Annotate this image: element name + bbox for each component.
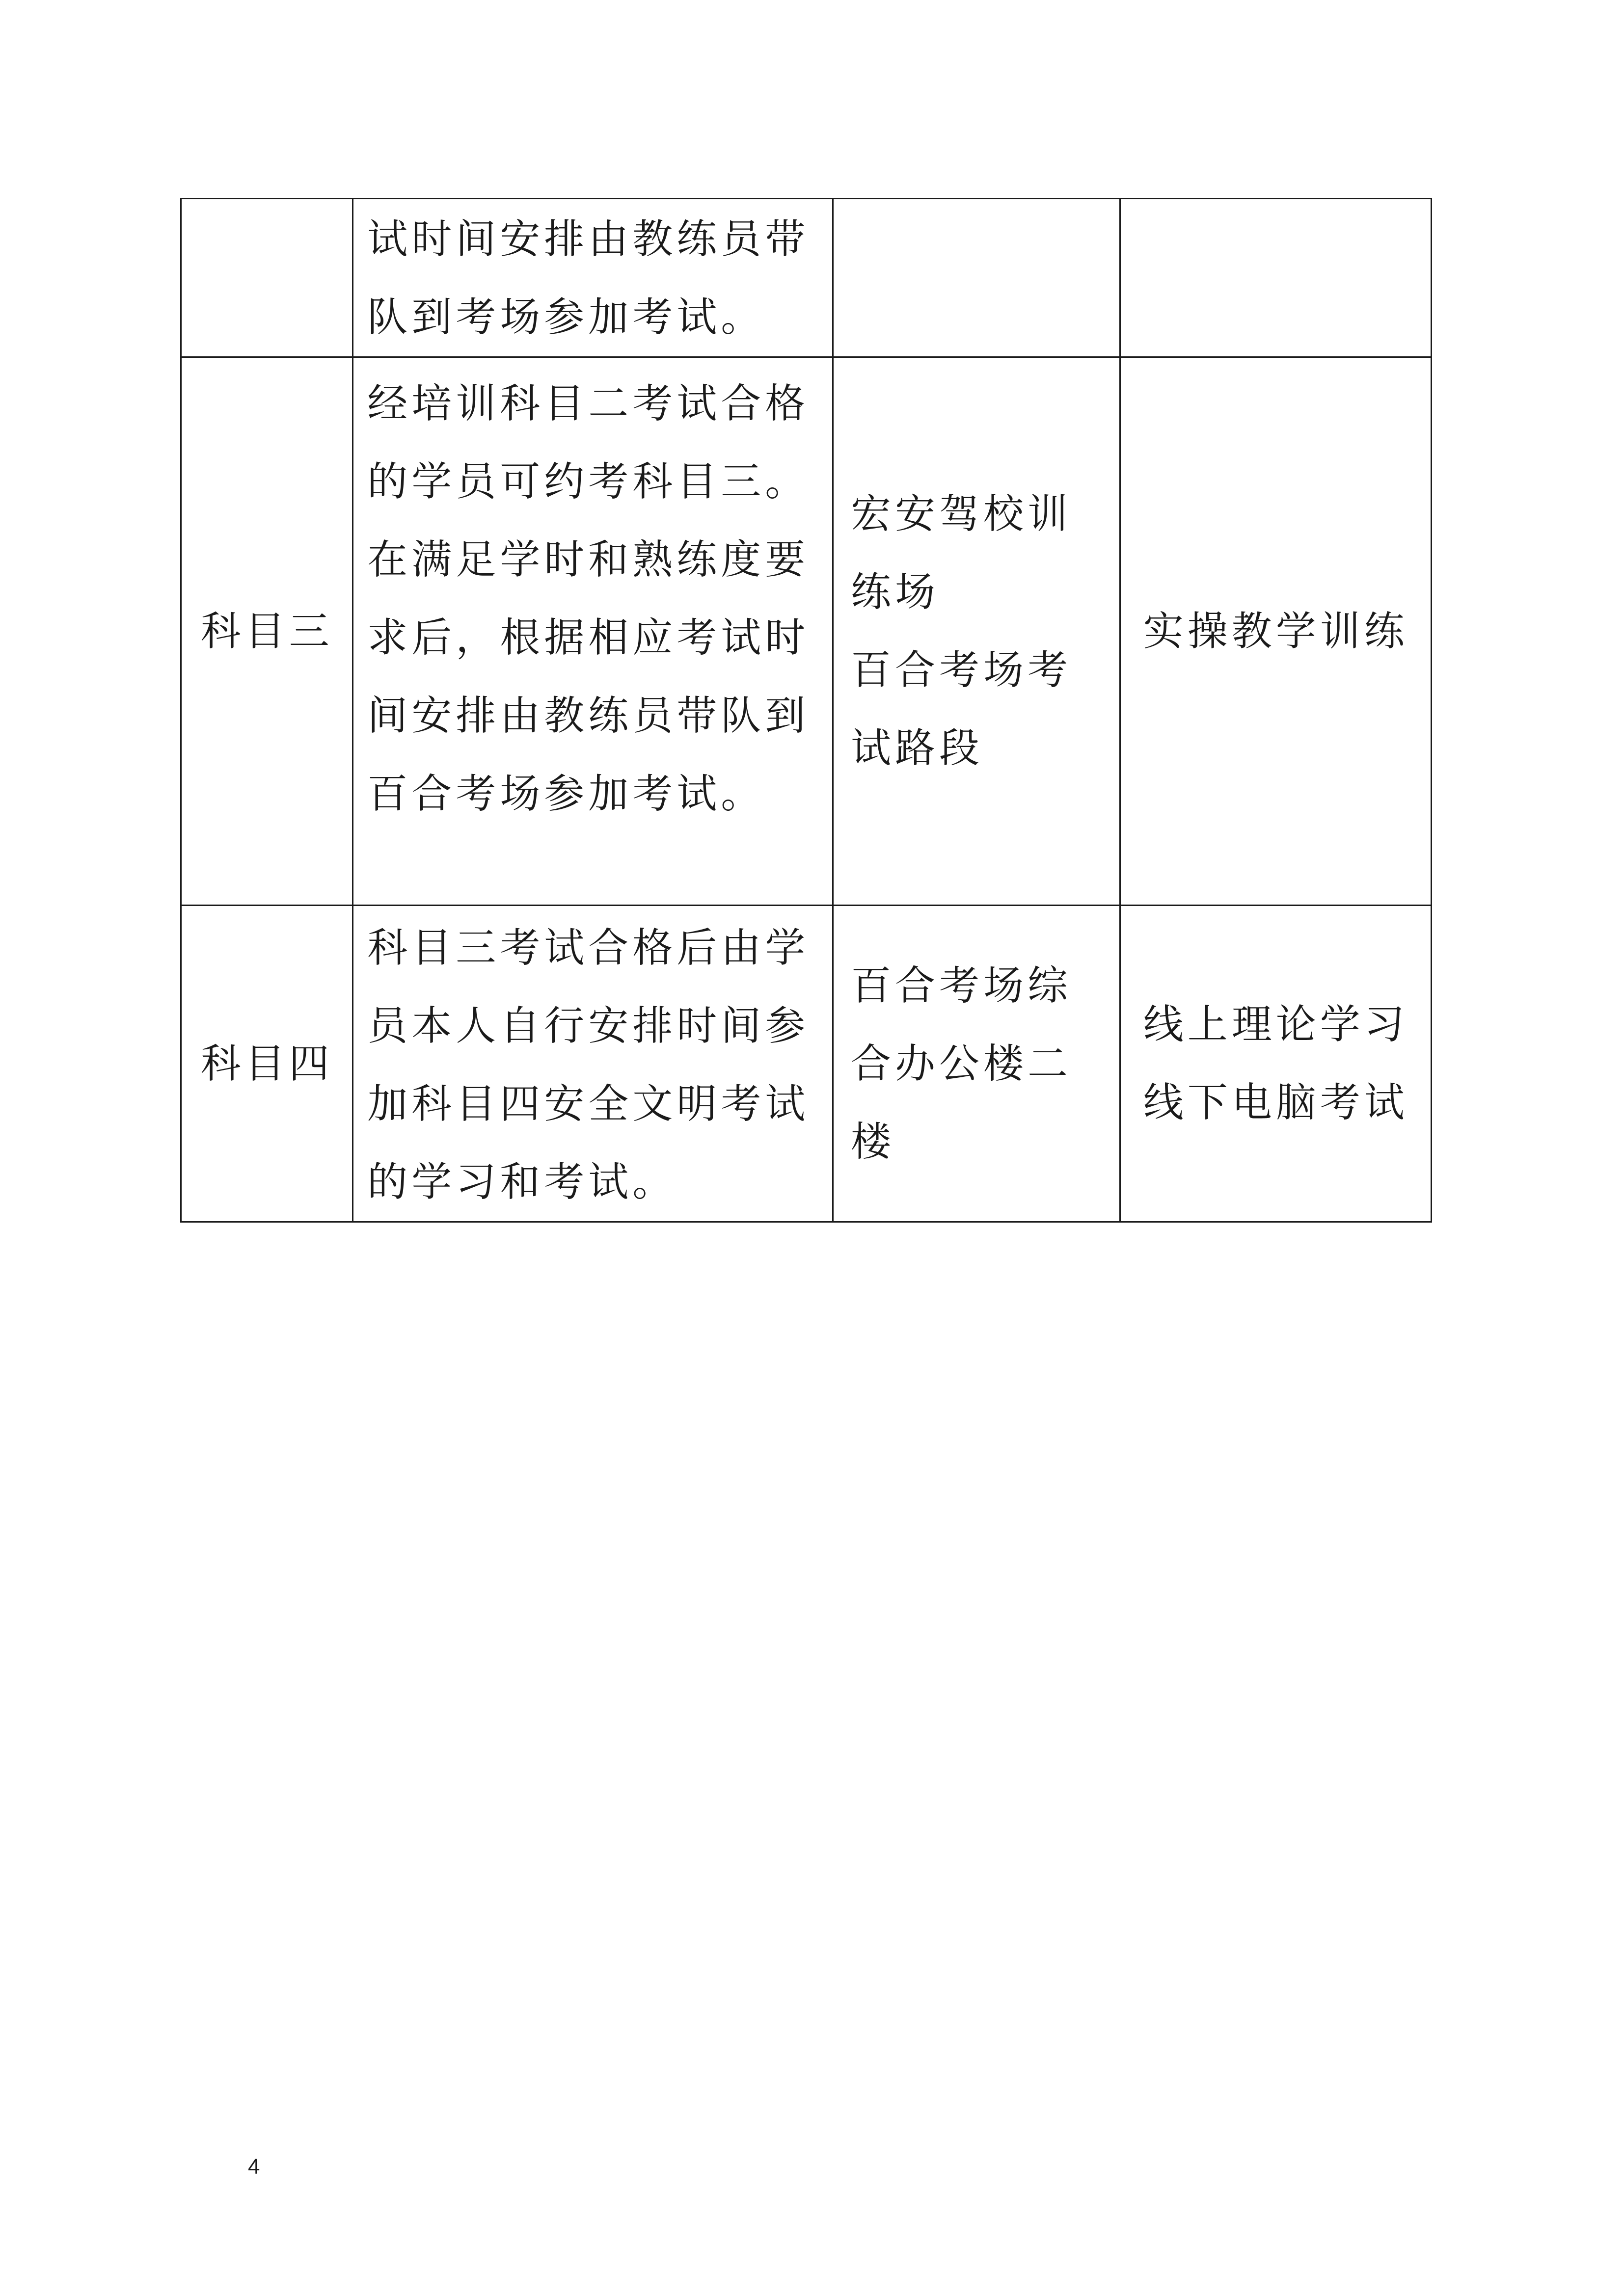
subject-cell: 科目四 xyxy=(181,906,353,1222)
location-line: 合办公楼二 xyxy=(851,1040,1072,1087)
location-line: 练场 xyxy=(851,569,940,615)
description-line: 试时间安排由教练员带 xyxy=(367,216,810,263)
location-line: 宏安驾校训 xyxy=(851,491,1072,537)
table-row xyxy=(181,357,1432,906)
training-schedule-table xyxy=(180,198,1432,1223)
table-row xyxy=(181,199,1432,357)
description-cell xyxy=(353,906,833,1222)
method-cell xyxy=(1120,906,1432,1222)
method-line: 实操教学训练 xyxy=(1143,608,1408,655)
description-line: 经培训科目二考试合格 xyxy=(367,380,810,427)
description-line: 求后，根据相应考试时 xyxy=(367,614,810,661)
description-line: 员本人自行安排时间参 xyxy=(367,1003,810,1049)
table-row xyxy=(181,906,1432,1222)
location-line: 百合考场综 xyxy=(851,962,1072,1009)
description-line: 加科目四安全文明考试 xyxy=(367,1081,810,1127)
method-cell xyxy=(1120,199,1432,357)
location-cell xyxy=(833,199,1120,357)
method-line: 线上理论学习 xyxy=(1143,1001,1408,1048)
description-line: 百合考场参加考试。 xyxy=(367,771,765,817)
location-line: 试路段 xyxy=(851,725,984,772)
description-line: 的学员可约考科目三。 xyxy=(367,458,810,505)
description-line: 在满足学时和熟练度要 xyxy=(367,536,810,583)
location-line: 百合考场考 xyxy=(851,647,1072,694)
location-line: 楼 xyxy=(851,1118,895,1165)
description-line: 间安排由教练员带队到 xyxy=(367,693,810,739)
description-line: 队到考场参加考试。 xyxy=(367,294,765,341)
page-number: 4 xyxy=(248,2155,260,2179)
method-line: 线下电脑考试 xyxy=(1143,1079,1408,1126)
description-cell xyxy=(353,199,833,357)
subject-cell: 科目三 xyxy=(181,357,353,906)
description-line: 的学习和考试。 xyxy=(367,1159,677,1205)
subject-cell xyxy=(181,199,353,357)
method-cell xyxy=(1120,357,1432,906)
description-cell xyxy=(353,357,833,906)
location-cell xyxy=(833,906,1120,1222)
description-line: 科目三考试合格后由学 xyxy=(367,925,810,971)
location-cell xyxy=(833,357,1120,906)
